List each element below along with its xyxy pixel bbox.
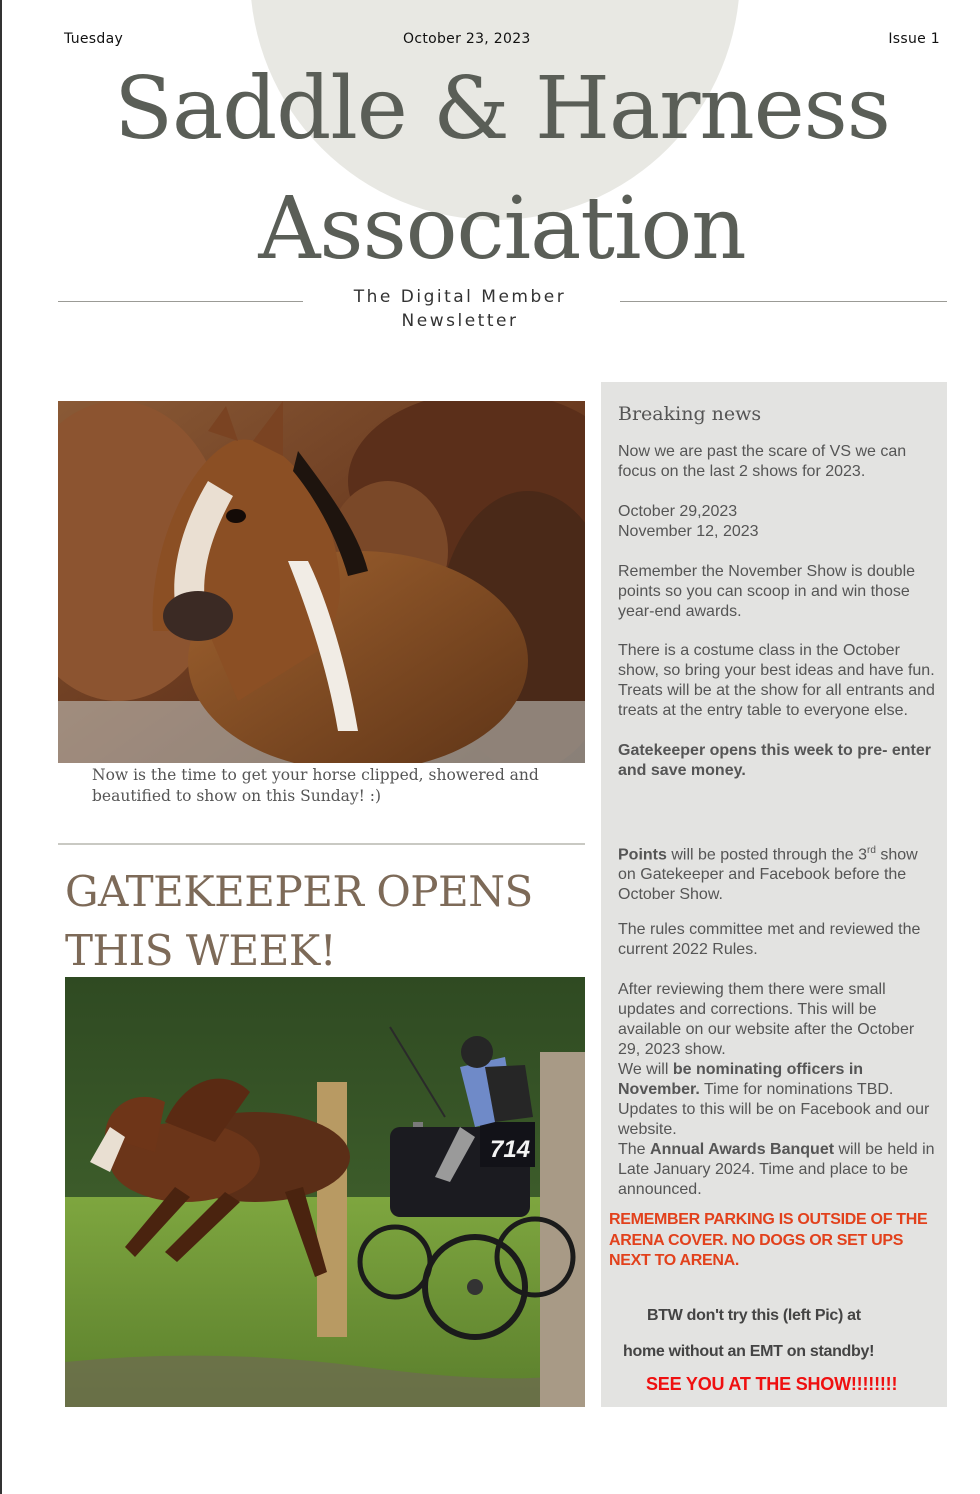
news-show-date-1: October 29,2023 <box>618 503 738 520</box>
banquet-bold: Annual Awards Banquet <box>650 1141 835 1158</box>
btw-line-1: BTW don't try this (left Pic) at <box>647 1307 861 1324</box>
btw-line-2: home without an EMT on standby! <box>623 1343 875 1360</box>
header-issue: Issue 1 <box>888 31 940 47</box>
masthead-title-line2: Association <box>258 179 746 279</box>
masthead-title-line1: Saddle & Harness <box>114 59 890 159</box>
news-paragraph-nominations <box>618 1060 936 1140</box>
see-you-at-show: SEE YOU AT THE SHOW!!!!!!!! <box>646 1374 898 1394</box>
news-paragraph-costume: There is a costume class in the October show, so bring your best ideas and have fun. Treats will be at the show for all entrants and treats at the entry table to everyone else. <box>618 642 935 719</box>
subtitle-line1: The Digital Member <box>353 287 567 307</box>
news-paragraph-rules: The rules committee met and reviewed the current 2022 Rules. <box>618 921 921 958</box>
carriage-driving-photo <box>65 977 585 1407</box>
foal-photo-caption: Now is the time to get your horse clipped, showered and beautified to show on this Sunday! :) <box>92 766 539 805</box>
news-paragraph-banquet <box>618 1140 936 1200</box>
gatekeeper-headline <box>65 862 575 980</box>
headline-line1: GATEKEEPER OPENS <box>65 867 533 916</box>
news-paragraph-vs: Now we are past the scare of VS we can focus on the last 2 shows for 2023. <box>618 443 907 480</box>
header-day: Tuesday <box>64 31 124 47</box>
carriage-number: 714 <box>490 1136 531 1163</box>
news-show-date-2: November 12, 2023 <box>618 523 759 540</box>
nominations-text-a: We will <box>618 1061 673 1078</box>
news-paragraph-points <box>618 841 936 905</box>
foal-photo <box>58 401 585 763</box>
points-superscript: rd <box>867 845 876 856</box>
nominations-bold: be nominating officers in November. <box>618 1061 864 1098</box>
news-paragraph-double-points: Remember the November Show is double points so you can scoop in and win those year-end awards. <box>618 563 916 620</box>
points-text-b: show on Gatekeeper and Facebook before the October Show. <box>618 846 918 904</box>
breaking-news-title: Breaking news <box>618 403 762 425</box>
header-date: October 23, 2023 <box>403 31 531 47</box>
subtitle-rule-left <box>58 301 303 302</box>
parking-notice: REMEMBER PARKING IS OUTSIDE OF THE ARENA COVER. NO DOGS OR SET UPS NEXT TO ARENA. <box>609 1211 928 1269</box>
news-paragraph-updates: After reviewing them there were small updates and corrections. This will be available on our website after the October 29, 2023 show. <box>618 981 915 1058</box>
banquet-text-b: will be held in Late January 2024. Time and place to be announced. <box>618 1141 935 1198</box>
newsletter-subtitle <box>330 285 590 333</box>
subtitle-rule-right <box>620 301 947 302</box>
subtitle-line2: Newsletter <box>401 311 519 331</box>
news-paragraph-gatekeeper: Gatekeeper opens this week to pre- enter and save money. <box>618 742 931 779</box>
points-bold: Points <box>618 846 667 864</box>
section-divider <box>58 843 585 845</box>
banquet-text-a: The <box>618 1141 651 1158</box>
nominations-text-b: Time for nominations TBD. Updates to this will be on Facebook and our website. <box>618 1081 930 1138</box>
points-text-a: will be posted through the 3 <box>666 846 868 864</box>
headline-line2: THIS WEEK! <box>65 926 337 975</box>
